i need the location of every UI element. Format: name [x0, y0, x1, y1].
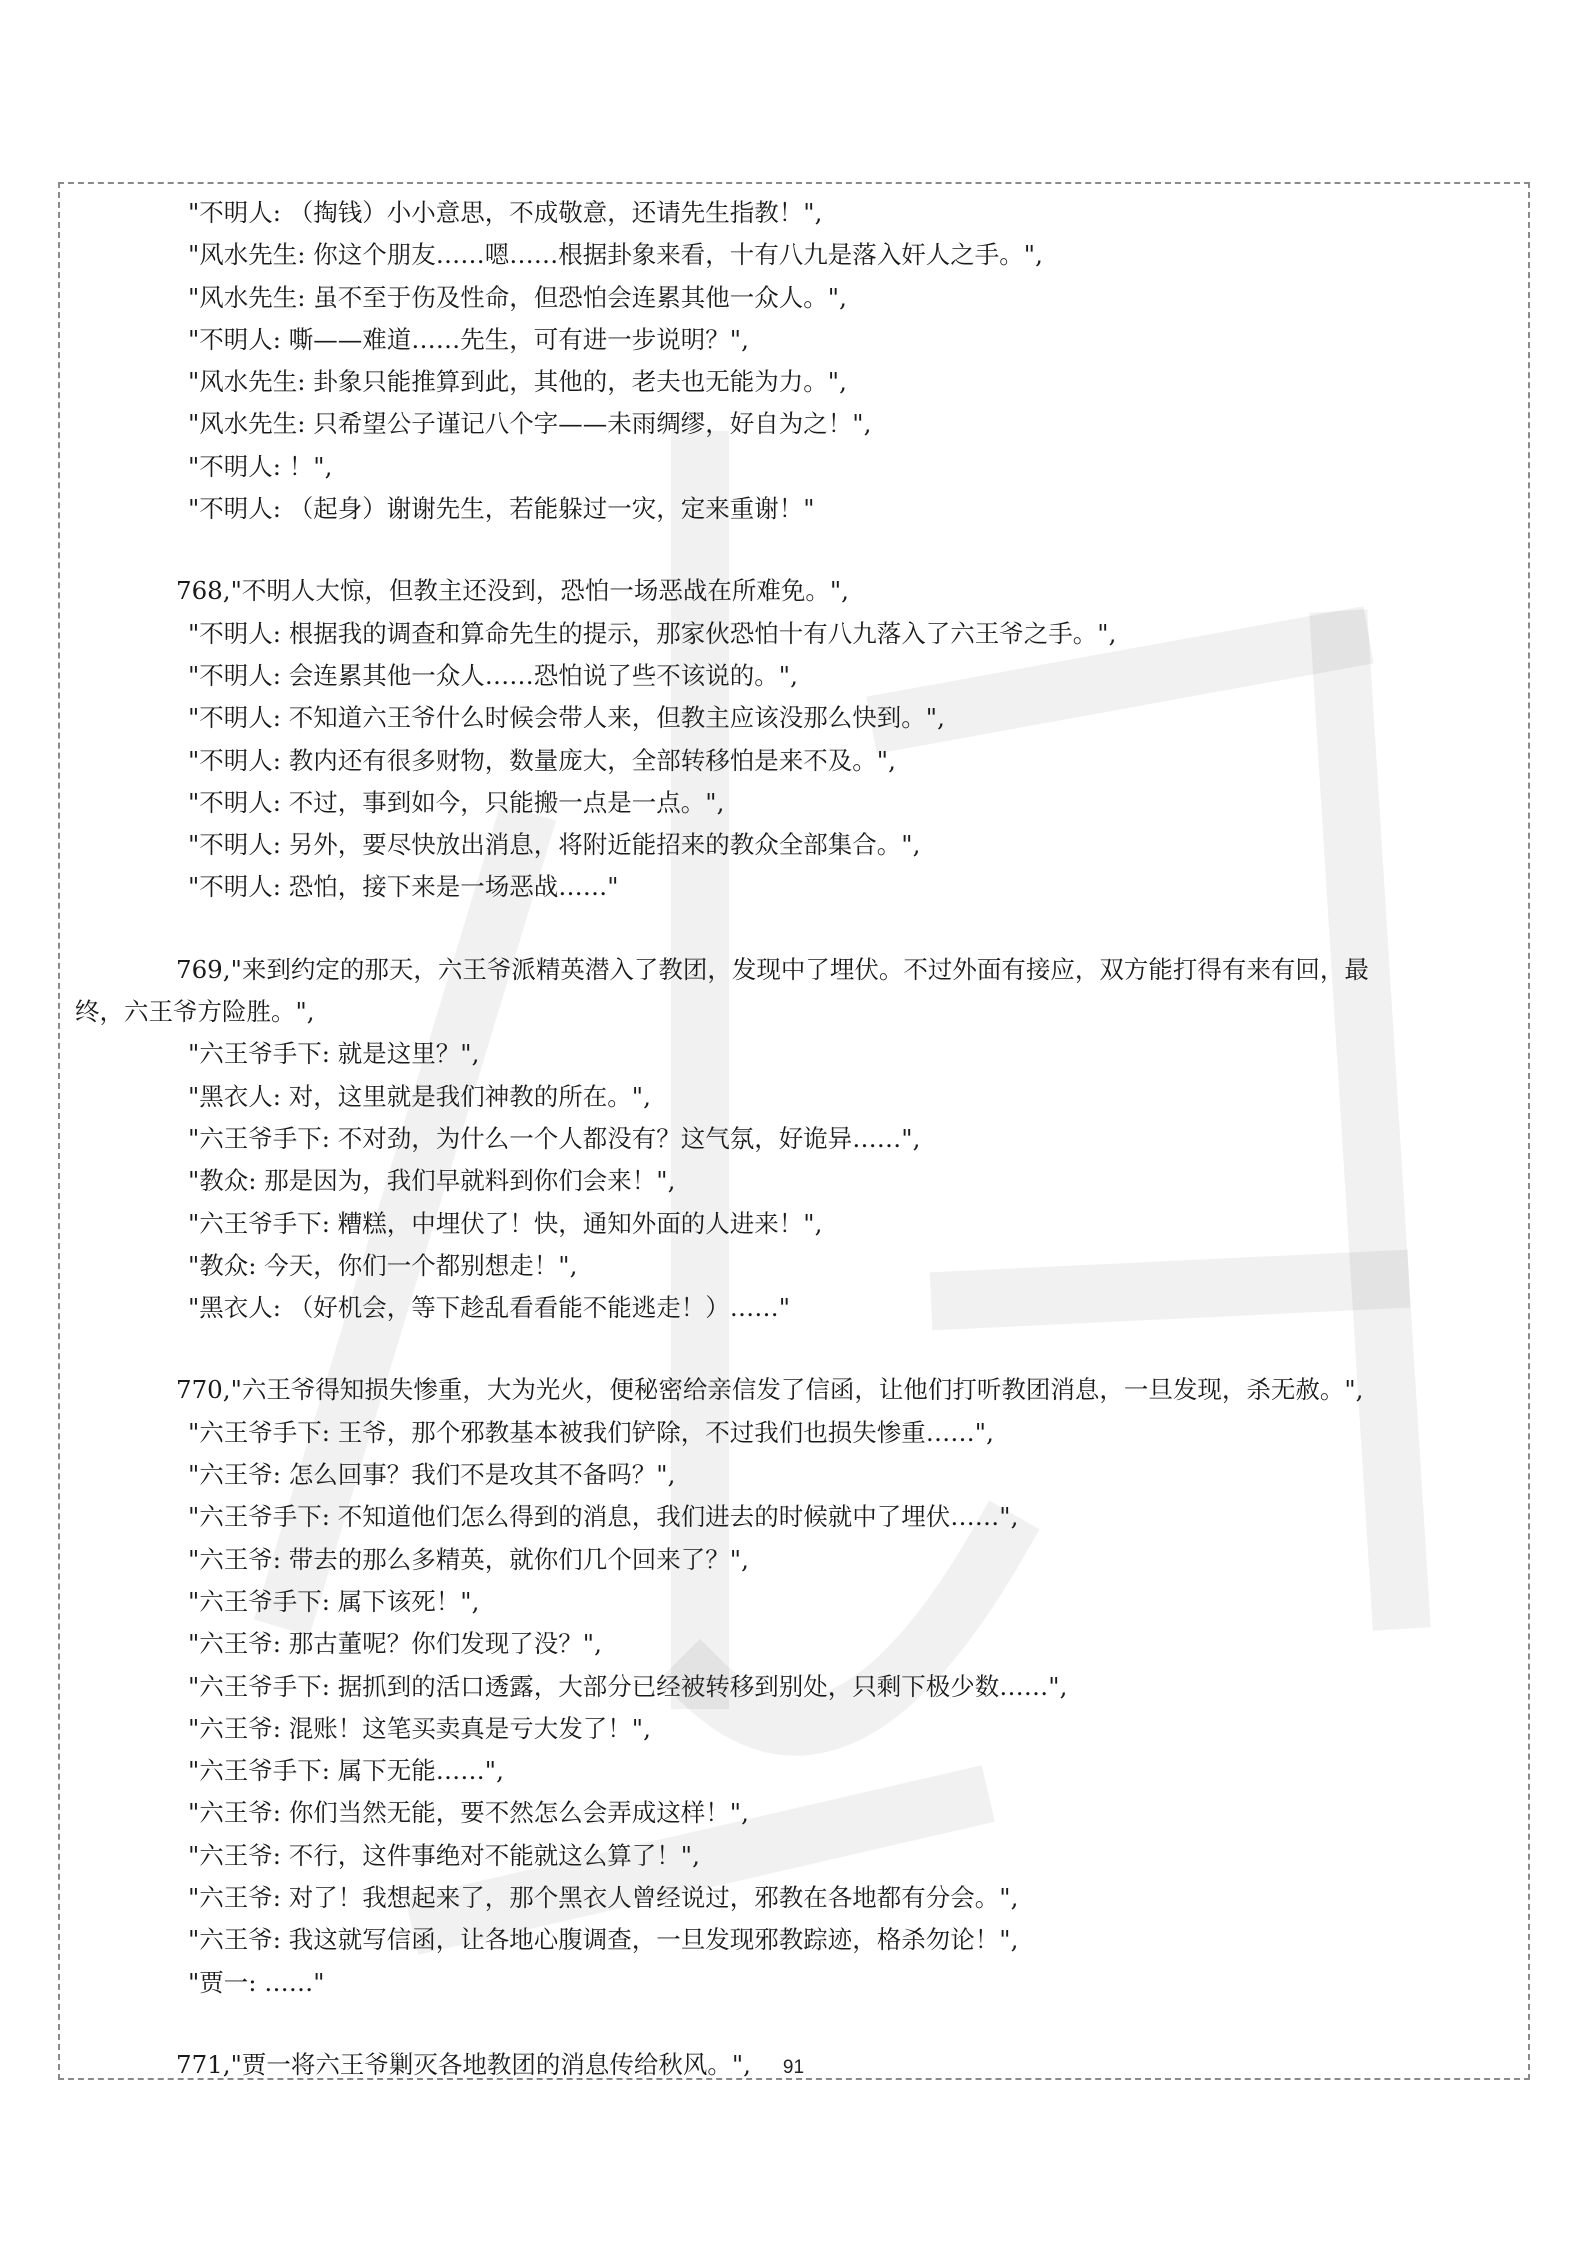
dialogue-line: "六王爷: 对了！我想起来了，那个黑衣人曾经说过，邪教在各地都有分会。", — [188, 1882, 1019, 1912]
dialogue-line: "不明人: （掏钱）小小意思，不成敬意，还请先生指教！", — [188, 198, 823, 227]
dialogue-line: "六王爷手下: 属下该死！", — [188, 1586, 480, 1616]
dialogue-line: "风水先生: 你这个朋友……嗯……根据卦象来看，十有八九是落入奸人之手。", — [188, 240, 1043, 270]
entry-heading-text: "贾一将六王爷剿灭各地教团的消息传给秋风。", — [230, 2049, 751, 2079]
dialogue-line: "不明人: 根据我的调查和算命先生的提示，那家伙恐怕十有八九落入了六王爷之手。", — [188, 618, 1117, 648]
dialogue-line: "不明人: 教内还有很多财物，数量庞大，全部转移怕是来不及。", — [188, 745, 896, 775]
dialogue-line: "不明人: 嘶——难道……先生，可有进一步说明？", — [188, 324, 749, 354]
entry-number: 771, — [176, 2049, 231, 2079]
entry-number: 768, — [176, 576, 231, 606]
dialogue-line: "六王爷: 那古董呢？你们发现了没？", — [188, 1629, 602, 1659]
entry-769 — [75, 949, 1516, 1330]
dialogue-line: "六王爷手下: 王爷，那个邪教基本被我们铲除，不过我们也损失惨重……", — [188, 1417, 994, 1447]
dialogue-line: "六王爷手下: 不对劲，为什么一个人都没有？这气氛，好诡异……", — [188, 1123, 921, 1153]
dialogue-line: "六王爷: 不行，这件事绝对不能就这么算了！", — [188, 1840, 700, 1870]
dialogue-block — [176, 192, 1516, 530]
dialogue-line: "六王爷: 带去的那么多精英，就你们几个回来了？", — [188, 1544, 749, 1574]
page-number: 91 — [782, 2057, 805, 2078]
entry-number: 770, — [176, 1375, 231, 1405]
dialogue-line: "六王爷手下: 糟糕，中埋伏了！快，通知外面的人进来！", — [188, 1208, 823, 1238]
dialogue-line: "不明人: （起身）谢谢先生，若能躲过一灾，定来重谢！" — [188, 494, 815, 524]
dialogue-line: "不明人: 另外，要尽快放出消息，将附近能招来的教众全部集合。", — [188, 830, 921, 860]
dialogue-line: "贾一: ……" — [188, 1967, 325, 1997]
dialogue-line: "不明人: 恐怕，接下来是一场恶战……" — [188, 872, 619, 902]
dialogue-line: "黑衣人: 对，这里就是我们神教的所在。", — [188, 1081, 651, 1111]
entry-heading-continuation: 终，六王爷方险胜。", — [75, 997, 315, 1027]
dialogue-line: "黑衣人: （好机会，等下趁乱看看能不能逃走！）……" — [188, 1293, 791, 1323]
dialogue-line: "教众: 今天，你们一个都别想走！", — [188, 1250, 578, 1280]
document-body — [75, 192, 1516, 2086]
entry-768 — [176, 570, 1516, 908]
dialogue-line: "六王爷: 混账！这笔买卖真是亏大发了！", — [188, 1713, 651, 1743]
entry-heading — [176, 1369, 1516, 1411]
dialogue-line: "风水先生: 卦象只能推算到此，其他的，老夫也无能为力。", — [188, 367, 847, 397]
entry-heading-text: "六王爷得知损失惨重，大为光火，便秘密给亲信发了信函，让他们打听教团消息，一旦发现，杀无赦。", — [230, 1375, 1364, 1405]
dialogue-line: "不明人: ！", — [188, 451, 333, 481]
entry-770 — [176, 1369, 1516, 2003]
dialogue-line: "不明人: 不知道六王爷什么时候会带人来，但教主应该没那么快到。", — [188, 703, 945, 733]
dialogue-line: "不明人: 不过，事到如今，只能搬一点是一点。", — [188, 787, 725, 817]
entry-heading — [176, 949, 1516, 991]
dialogue-line: "风水先生: 虽不至于伤及性命，但恐怕会连累其他一众人。", — [188, 282, 847, 312]
entry-heading-text: "不明人大惊，但教主还没到，恐怕一场恶战在所难免。", — [230, 576, 849, 606]
entry-heading-text: "来到约定的那天，六王爷派精英潜入了教团，发现中了埋伏。不过外面有接应，双方能打得有来有回，最 — [230, 954, 1369, 984]
dialogue-line: "六王爷手下: 据抓到的活口透露，大部分已经被转移到别处，只剩下极少数……", — [188, 1671, 1068, 1701]
dialogue-line: "六王爷手下: 属下无能……", — [188, 1756, 504, 1786]
dialogue-line: "教众: 那是因为，我们早就料到你们会来！", — [188, 1166, 676, 1196]
entry-heading — [176, 570, 1516, 612]
dialogue-line: "风水先生: 只希望公子谨记八个字——未雨绸缪，好自为之！", — [188, 409, 872, 439]
dialogue-line: "不明人: 会连累其他一众人……恐怕说了些不该说的。", — [188, 660, 798, 690]
dialogue-line: "六王爷: 你们当然无能，要不然怎么会弄成这样！", — [188, 1798, 749, 1828]
dialogue-line: "六王爷手下: 就是这里？", — [188, 1039, 480, 1069]
entry-number: 769, — [176, 954, 231, 984]
dialogue-line: "六王爷: 怎么回事？我们不是攻其不备吗？", — [188, 1460, 676, 1490]
dialogue-line: "六王爷手下: 不知道他们怎么得到的消息，我们进去的时候就中了埋伏……", — [188, 1502, 1019, 1532]
dialogue-line: "六王爷: 我这就写信函，让各地心腹调查，一旦发现邪教踪迹，格杀勿论！", — [188, 1925, 1019, 1955]
